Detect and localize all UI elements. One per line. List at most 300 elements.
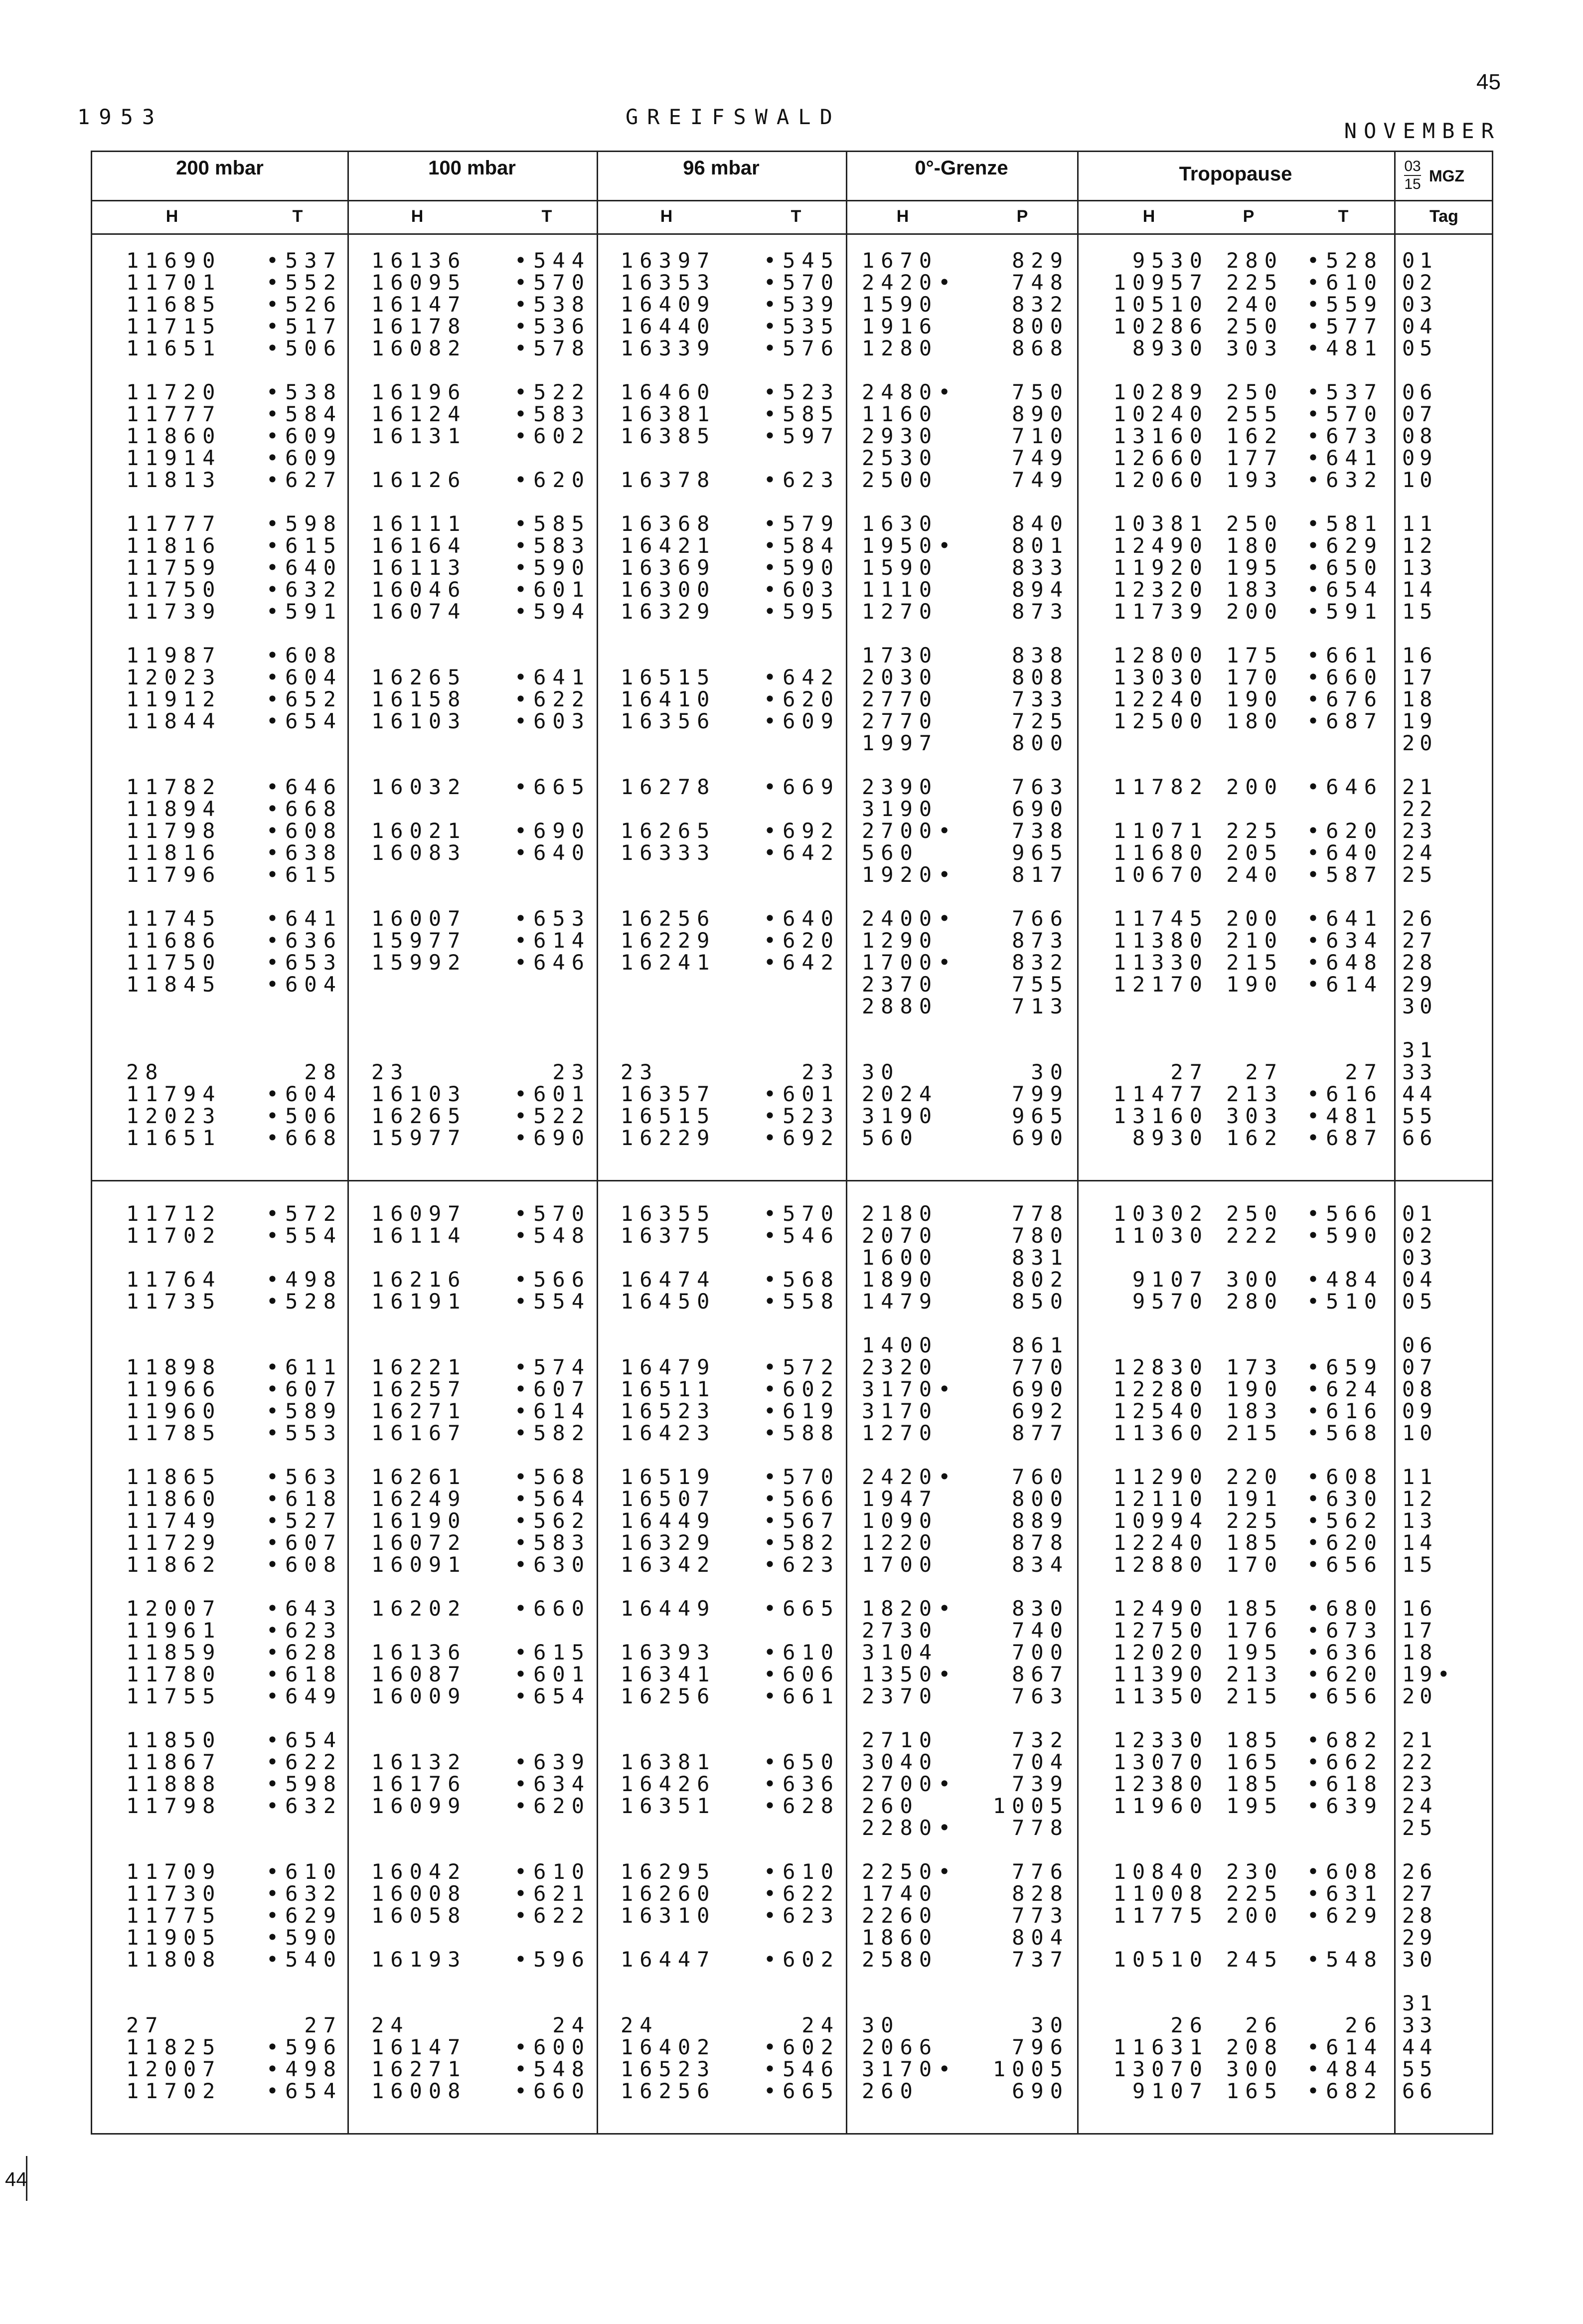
table-cell: 200 — [1226, 906, 1283, 931]
subheader-h: H — [660, 207, 673, 226]
table-cell: 11750 — [126, 950, 222, 975]
table-cell: 200 — [1226, 775, 1283, 799]
table-cell: 840 — [1012, 511, 1069, 536]
table-cell: 185 — [1226, 1772, 1283, 1796]
year-header: 1953 — [77, 105, 164, 129]
table-cell: 10286 — [1113, 314, 1209, 338]
table-cell: 16158 — [371, 687, 467, 711]
day-cell: 55 — [1402, 1104, 1437, 1128]
table-cell: •614 — [1306, 972, 1383, 996]
table-cell: •639 — [514, 1750, 591, 1774]
table-cell: •582 — [514, 1421, 591, 1445]
table-cell: •527 — [266, 1508, 342, 1533]
table-cell: •539 — [763, 292, 840, 317]
table-cell: •570 — [763, 1465, 840, 1489]
table-cell: 24 — [621, 2013, 659, 2037]
table-cell: 11775 — [1113, 1903, 1209, 1928]
day-cell: 12 — [1402, 1487, 1437, 1511]
table-cell: 11651 — [126, 1126, 222, 1150]
table-cell: 1920• — [862, 862, 957, 887]
table-cell: 255 — [1226, 402, 1283, 426]
table-cell: 12240 — [1113, 1530, 1209, 1555]
page-number: 45 — [1476, 70, 1501, 94]
column-divider — [1394, 152, 1396, 2133]
table-cell: 9570 — [1132, 1289, 1209, 1314]
table-cell: 11730 — [126, 1881, 222, 1906]
table-cell: •676 — [1306, 687, 1383, 711]
table-cell: •601 — [763, 1082, 840, 1106]
table-cell: 2420• — [862, 270, 957, 295]
table-cell: •523 — [763, 380, 840, 404]
table-cell: 740 — [1012, 1618, 1069, 1643]
day-cell: 03 — [1402, 1245, 1437, 1270]
table-cell: •690 — [514, 819, 591, 843]
table-cell: •640 — [763, 906, 840, 931]
day-cell: 28 — [1402, 950, 1437, 975]
table-cell: 780 — [1012, 1223, 1069, 1248]
group-header-200mbar: 200 mbar — [176, 157, 264, 179]
table-cell: 16353 — [621, 270, 716, 295]
table-cell: •654 — [266, 1728, 342, 1752]
table-cell: 16229 — [621, 928, 716, 953]
table-cell: •607 — [266, 1530, 342, 1555]
table-cell: •576 — [763, 336, 840, 360]
table-cell: 1005 — [992, 1794, 1069, 1818]
table-cell: 11712 — [126, 1201, 222, 1226]
table-cell: 3170• — [862, 1377, 957, 1401]
table-cell: •616 — [1306, 1399, 1383, 1423]
table-cell: 28 — [304, 1060, 342, 1084]
table-cell: 11729 — [126, 1530, 222, 1555]
table-cell: 710 — [1012, 424, 1069, 448]
table-cell: 9107 — [1132, 2079, 1209, 2103]
table-cell: 11749 — [126, 1508, 222, 1533]
table-cell: 16351 — [621, 1794, 716, 1818]
table-cell: 11859 — [126, 1640, 222, 1664]
table-cell: 1730 — [862, 643, 939, 667]
day-cell: 09 — [1402, 1399, 1437, 1423]
table-cell: 11750 — [126, 577, 222, 602]
table-cell: •603 — [763, 577, 840, 602]
table-cell: •620 — [763, 687, 840, 711]
table-cell: •668 — [266, 1126, 342, 1150]
table-cell: 225 — [1226, 270, 1283, 295]
table-cell: •636 — [266, 928, 342, 953]
table-cell: •639 — [1306, 1794, 1383, 1818]
table-cell: 175 — [1226, 643, 1283, 667]
table-cell: •498 — [266, 2057, 342, 2081]
day-cell: 10 — [1402, 1421, 1437, 1445]
table-cell: 11865 — [126, 1465, 222, 1489]
table-cell: 16397 — [621, 248, 716, 273]
day-cell: 26 — [1402, 906, 1437, 931]
table-cell: 260 — [862, 2079, 919, 2103]
table-cell: 11702 — [126, 1223, 222, 1248]
table-cell: 11825 — [126, 2035, 222, 2059]
day-cell: 29 — [1402, 1925, 1437, 1950]
table-cell: •587 — [1306, 862, 1383, 887]
table-cell: •649 — [266, 1684, 342, 1708]
table-cell: 23 — [801, 1060, 840, 1084]
header-divider — [92, 200, 1492, 201]
table-cell: 300 — [1226, 2057, 1283, 2081]
table-cell: 16190 — [371, 1508, 467, 1533]
table-cell: 2400• — [862, 906, 957, 931]
table-cell: 10381 — [1113, 511, 1209, 536]
table-cell: •548 — [1306, 1947, 1383, 1972]
table-cell: •604 — [266, 665, 342, 689]
table-cell: 11785 — [126, 1421, 222, 1445]
table-cell: •564 — [514, 1487, 591, 1511]
table-cell: 240 — [1226, 292, 1283, 317]
table-cell: •618 — [266, 1662, 342, 1686]
subheader-t: T — [791, 207, 801, 226]
table-cell: •632 — [266, 1881, 342, 1906]
day-cell: 15 — [1402, 1552, 1437, 1577]
table-cell: •690 — [514, 1126, 591, 1150]
table-cell: 2930 — [862, 424, 939, 448]
table-cell: 15977 — [371, 928, 467, 953]
table-cell: •536 — [514, 314, 591, 338]
day-cell: 14 — [1402, 1530, 1437, 1555]
day-cell: 03 — [1402, 292, 1437, 317]
table-cell: •563 — [266, 1465, 342, 1489]
table-cell: 11798 — [126, 1794, 222, 1818]
table-cell: 27 — [1345, 1060, 1383, 1084]
table-cell: 13160 — [1113, 424, 1209, 448]
table-cell: •643 — [266, 1596, 342, 1621]
table-cell: 16409 — [621, 292, 716, 317]
column-divider — [597, 152, 598, 2133]
table-cell: 1270 — [862, 1421, 939, 1445]
table-cell: 755 — [1012, 972, 1069, 996]
table-cell: 16176 — [371, 1772, 467, 1796]
table-cell: 832 — [1012, 950, 1069, 975]
table-cell: 24 — [552, 2013, 591, 2037]
table-cell: 16008 — [371, 1881, 467, 1906]
day-cell: 14 — [1402, 577, 1437, 602]
table-cell: 16007 — [371, 906, 467, 931]
table-cell: •589 — [266, 1399, 342, 1423]
table-cell: •537 — [1306, 380, 1383, 404]
day-cell: 10 — [1402, 468, 1437, 492]
table-cell: •528 — [266, 1289, 342, 1314]
table-cell: •572 — [763, 1355, 840, 1379]
table-cell: 165 — [1226, 2079, 1283, 2103]
table-cell: •553 — [266, 1421, 342, 1445]
table-cell: •682 — [1306, 1728, 1383, 1752]
table-cell: 817 — [1012, 862, 1069, 887]
table-cell: •603 — [514, 709, 591, 733]
table-cell: •588 — [763, 1421, 840, 1445]
table-cell: 16008 — [371, 2079, 467, 2103]
table-cell: 30 — [1031, 2013, 1069, 2037]
table-cell: •662 — [1306, 1750, 1383, 1774]
table-cell: 16202 — [371, 1596, 467, 1621]
table-cell: 11739 — [126, 599, 222, 624]
table-cell: 1916 — [862, 314, 939, 338]
table-cell: 300 — [1226, 1267, 1283, 1292]
table-cell: •608 — [266, 819, 342, 843]
day-cell: 22 — [1402, 1750, 1437, 1774]
table-cell: 303 — [1226, 336, 1283, 360]
group-header-tropopause: Tropopause — [1179, 163, 1292, 185]
table-cell: 195 — [1226, 1640, 1283, 1664]
table-cell: 16342 — [621, 1552, 716, 1577]
table-cell: 200 — [1226, 1903, 1283, 1928]
table-cell: 3040 — [862, 1750, 939, 1774]
table-cell: •590 — [266, 1925, 342, 1950]
table-cell: 965 — [1012, 1104, 1069, 1128]
day-cell: 07 — [1402, 1355, 1437, 1379]
table-cell: 11709 — [126, 1859, 222, 1884]
table-cell: 850 — [1012, 1289, 1069, 1314]
table-cell: •608 — [266, 643, 342, 667]
table-cell: •631 — [1306, 1881, 1383, 1906]
table-cell: 16507 — [621, 1487, 716, 1511]
table-cell: 195 — [1226, 1794, 1283, 1818]
column-divider — [846, 152, 847, 2133]
table-cell: 804 — [1012, 1925, 1069, 1950]
day-cell: 30 — [1402, 1947, 1437, 1972]
table-cell: •646 — [1306, 775, 1383, 799]
table-cell: 26 — [1170, 2013, 1209, 2037]
table-cell: 2880 — [862, 994, 939, 1018]
table-cell: 801 — [1012, 533, 1069, 558]
table-cell: 193 — [1226, 468, 1283, 492]
day-cell: 19• — [1402, 1662, 1455, 1686]
column-divider — [347, 152, 349, 2133]
table-cell: •687 — [1306, 709, 1383, 733]
table-cell: •583 — [514, 1530, 591, 1555]
table-cell: 195 — [1226, 555, 1283, 580]
table-cell: •628 — [266, 1640, 342, 1664]
table-cell: •566 — [514, 1267, 591, 1292]
table-cell: 2390 — [862, 775, 939, 799]
table-cell: •584 — [763, 533, 840, 558]
table-cell: 16423 — [621, 1421, 716, 1445]
table-cell: •590 — [514, 555, 591, 580]
table-cell: 180 — [1226, 533, 1283, 558]
table-cell: 11920 — [1113, 555, 1209, 580]
table-cell: 11715 — [126, 314, 222, 338]
table-cell: •579 — [763, 511, 840, 536]
table-cell: 11477 — [1113, 1082, 1209, 1106]
table-cell: •544 — [514, 248, 591, 273]
table-cell: 215 — [1226, 1684, 1283, 1708]
table-cell: 877 — [1012, 1421, 1069, 1445]
table-cell: 800 — [1012, 314, 1069, 338]
day-cell: 66 — [1402, 2079, 1437, 2103]
table-cell: 868 — [1012, 336, 1069, 360]
table-cell: •609 — [763, 709, 840, 733]
table-cell: 16058 — [371, 1903, 467, 1928]
table-cell: •596 — [514, 1947, 591, 1972]
table-cell: 2530 — [862, 446, 939, 470]
table-cell: 732 — [1012, 1728, 1069, 1752]
table-cell: 23 — [621, 1060, 659, 1084]
table-cell: •660 — [514, 2079, 591, 2103]
table-cell: •554 — [514, 1289, 591, 1314]
table-cell: •559 — [1306, 292, 1383, 317]
table-cell: 16124 — [371, 402, 467, 426]
table-cell: 11782 — [126, 775, 222, 799]
table-cell: •627 — [266, 468, 342, 492]
table-cell: •614 — [514, 1399, 591, 1423]
table-cell: 213 — [1226, 1662, 1283, 1686]
table-cell: 690 — [1012, 797, 1069, 821]
table-cell: 177 — [1226, 446, 1283, 470]
table-cell: 11777 — [126, 511, 222, 536]
table-cell: 1400 — [862, 1333, 939, 1357]
subheader-p: P — [1016, 207, 1028, 226]
table-cell: 11759 — [126, 555, 222, 580]
table-cell: 831 — [1012, 1245, 1069, 1270]
data-table — [91, 151, 1493, 2135]
table-cell: 220 — [1226, 1465, 1283, 1489]
table-cell: 245 — [1226, 1947, 1283, 1972]
table-cell: 16131 — [371, 424, 467, 448]
table-cell: 828 — [1012, 1881, 1069, 1906]
table-cell: 2024 — [862, 1082, 939, 1106]
subheader-h: H — [411, 207, 424, 226]
group-header-96mbar: 96 mbar — [683, 157, 760, 179]
table-cell: •661 — [763, 1684, 840, 1708]
table-cell: 11912 — [126, 687, 222, 711]
day-cell: 11 — [1402, 1465, 1437, 1489]
mgz-fraction-bottom: 15 — [1404, 176, 1421, 192]
table-cell: •642 — [763, 665, 840, 689]
table-cell: 11775 — [126, 1903, 222, 1928]
table-cell: 16249 — [371, 1487, 467, 1511]
table-cell: •602 — [763, 1947, 840, 1972]
table-cell: •623 — [763, 1903, 840, 1928]
table-cell: •585 — [514, 511, 591, 536]
table-cell: 173 — [1226, 1355, 1283, 1379]
table-cell: 12240 — [1113, 687, 1209, 711]
table-cell: 1670 — [862, 248, 939, 273]
table-cell: 799 — [1012, 1082, 1069, 1106]
table-cell: •641 — [514, 665, 591, 689]
table-cell: •629 — [266, 1903, 342, 1928]
table-cell: 1890 — [862, 1267, 939, 1292]
table-cell: •624 — [1306, 1377, 1383, 1401]
table-cell: 16113 — [371, 555, 467, 580]
table-cell: •618 — [1306, 1772, 1383, 1796]
table-cell: 16126 — [371, 468, 467, 492]
table-cell: 16072 — [371, 1530, 467, 1555]
day-cell: 22 — [1402, 797, 1437, 821]
table-cell: 16256 — [621, 906, 716, 931]
table-cell: •665 — [763, 2079, 840, 2103]
table-cell: 16261 — [371, 1465, 467, 1489]
table-cell: 16147 — [371, 2035, 467, 2059]
table-cell: 2770 — [862, 709, 939, 733]
table-cell: 30 — [862, 1060, 900, 1084]
table-cell: 760 — [1012, 1465, 1069, 1489]
table-cell: 16410 — [621, 687, 716, 711]
table-cell: 250 — [1226, 380, 1283, 404]
table-cell: 24 — [801, 2013, 840, 2037]
table-cell: 280 — [1226, 1289, 1283, 1314]
table-cell: 16241 — [621, 950, 716, 975]
table-cell: 838 — [1012, 643, 1069, 667]
table-cell: •642 — [763, 840, 840, 865]
table-cell: 16449 — [621, 1596, 716, 1621]
table-cell: 1950• — [862, 533, 957, 558]
table-cell: 11961 — [126, 1618, 222, 1643]
table-cell: 739 — [1012, 1772, 1069, 1796]
table-cell: 303 — [1226, 1104, 1283, 1128]
table-cell: •558 — [763, 1289, 840, 1314]
table-cell: 12007 — [126, 2057, 222, 2081]
day-cell: 15 — [1402, 599, 1437, 624]
table-cell: •538 — [514, 292, 591, 317]
table-cell: 11030 — [1113, 1223, 1209, 1248]
table-cell: 12110 — [1113, 1487, 1209, 1511]
table-cell: 11845 — [126, 972, 222, 996]
table-cell: 2420• — [862, 1465, 957, 1489]
table-cell: 16216 — [371, 1267, 467, 1292]
table-cell: 16339 — [621, 336, 716, 360]
day-cell: 44 — [1402, 2035, 1437, 2059]
table-cell: 12020 — [1113, 1640, 1209, 1664]
table-cell: 11701 — [126, 270, 222, 295]
column-divider — [1077, 152, 1079, 2133]
table-cell: •634 — [1306, 928, 1383, 953]
subheader-t: T — [541, 207, 552, 226]
table-cell: •632 — [266, 577, 342, 602]
table-cell: •610 — [763, 1859, 840, 1884]
table-cell: 12170 — [1113, 972, 1209, 996]
table-cell: 24 — [371, 2013, 410, 2037]
table-cell: 16167 — [371, 1421, 467, 1445]
table-cell: 16132 — [371, 1750, 467, 1774]
table-cell: 16271 — [371, 2057, 467, 2081]
table-cell: 11905 — [126, 1925, 222, 1950]
table-cell: 10957 — [1113, 270, 1209, 295]
day-cell: 31 — [1402, 1038, 1437, 1062]
table-cell: •594 — [514, 599, 591, 624]
table-cell: 832 — [1012, 292, 1069, 317]
day-cell: 66 — [1402, 1126, 1437, 1150]
table-cell: 11651 — [126, 336, 222, 360]
table-cell: 1740 — [862, 1881, 939, 1906]
table-cell: 1947 — [862, 1487, 939, 1511]
table-cell: 1290 — [862, 928, 939, 953]
table-cell: 829 — [1012, 248, 1069, 273]
table-cell: 11777 — [126, 402, 222, 426]
table-cell: 11720 — [126, 380, 222, 404]
table-cell: •591 — [1306, 599, 1383, 624]
table-cell: 13070 — [1113, 2057, 1209, 2081]
table-cell: 205 — [1226, 840, 1283, 865]
table-cell: 11860 — [126, 424, 222, 448]
table-cell: •572 — [266, 1201, 342, 1226]
table-cell: •608 — [266, 1552, 342, 1577]
table-cell: •481 — [1306, 1104, 1383, 1128]
day-cell: 31 — [1402, 1991, 1437, 2015]
table-cell: •642 — [763, 950, 840, 975]
table-cell: •538 — [266, 380, 342, 404]
table-cell: 690 — [1012, 1377, 1069, 1401]
day-cell: 04 — [1402, 314, 1437, 338]
day-cell: 17 — [1402, 665, 1437, 689]
subheader-p: P — [1243, 207, 1255, 226]
table-cell: •654 — [266, 709, 342, 733]
table-cell: 1997 — [862, 731, 939, 755]
table-cell: •653 — [514, 906, 591, 931]
